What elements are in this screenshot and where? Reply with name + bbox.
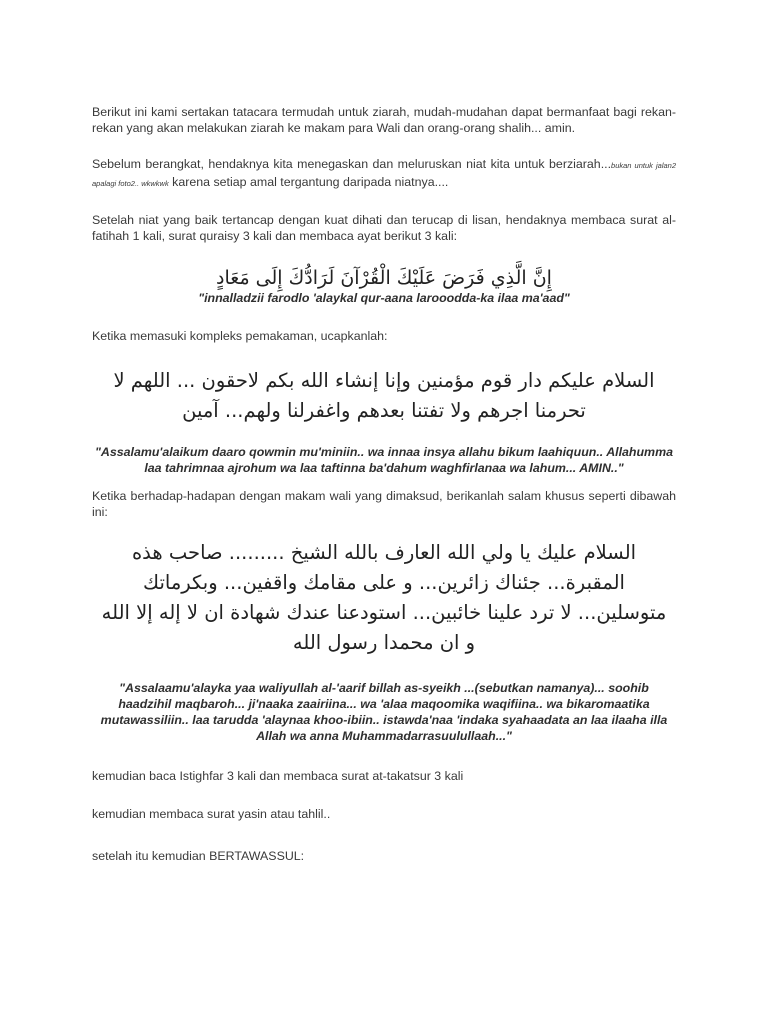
facing-transliteration: "Assalaamu'alayka yaa waliyullah al-'aarif billah as-syeikh ...(sebutkan namanya)... soohib haadzihil maqbaroh... ji'naaka zaairiina... wa 'alaa maqoomika waqifiina.. wa bikaromaatika mutawassiliin.. laa tarudda 'alaynaa khoo-ibiin.. istawda'naa 'indaka syahaadata an laa ilaaha illa Allah wa anna Muhammadarrasuulullaah..." [100, 681, 668, 743]
entering-instruction: Ketika memasuki kompleks pemakaman, ucapkanlah: [92, 329, 388, 343]
intention-text: Sebelum berangkat, hendaknya kita menegaskan dan meluruskan niat kita untuk berziarah... [92, 157, 612, 171]
recitation-paragraph: Setelah niat yang baik tertancap dengan kuat dihati dan terucap di lisan, hendaknya membaca surat al-fatihah 1 kali, surat quraisy 3 kali dan membaca ayat berikut 3 kali: [92, 213, 676, 243]
istighfar-line: kemudian baca Istighfar 3 kali dan membaca surat at-takatsur 3 kali [92, 769, 464, 783]
facing-instruction: Ketika berhadap-hadapan dengan makam wali yang dimaksud, berikanlah salam khusus seperti dibawah ini: [92, 489, 676, 519]
intention-text-end: karena setiap amal tergantung daripada niatnya.... [168, 175, 449, 189]
entering-arabic: السلام عليكم دار قوم مؤمنين وإنا إنشاء الله بكم لاحقون ... اللهم لا تحرمنا اجرهم ولا تفتنا بعدهم واغفرلنا ولهم... آمين [113, 369, 655, 422]
intention-aside: bukan untuk jalan2 apalagi foto2.. wkwkwk [92, 161, 677, 188]
intention-paragraph [92, 156, 676, 192]
entering-transliteration: "Assalamu'alaikum daaro qowmin mu'miniin.. wa innaa insya allahu bikum laahiquun.. Allahumma laa tahrimnaa ajrohum wa laa taftinna ba'dahum waghfirlanaa wa lahum... AMIN.." [95, 445, 673, 475]
verse-arabic: إِنَّ الَّذِي فَرَضَ عَلَيْكَ الْقُرْآنَ لَرَادُّكَ إِلَى مَعَادٍ [216, 267, 552, 289]
verse-transliteration: "innalladzii farodlo 'alaykal qur-aana larooodda-ka ilaa ma'aad" [198, 291, 570, 305]
facing-arabic: السلام عليك يا ولي الله العارف بالله الشيخ ......... صاحب هذه المقبرة... جئناك زائرين... و على مقامك واقفين... وبكرماتك متوسلين... لا ترد علينا خائبين... استودعنا عندك شهادة ان لا إله إلا الله و ان محمدا رسول الله [101, 541, 667, 654]
intro-paragraph: Berikut ini kami sertakan tatacara termudah untuk ziarah, mudah-mudahan dapat bermanfaat bagi rekan-rekan yang akan melakukan ziarah ke makam para Wali dan orang-orang shalih... amin. [92, 105, 676, 135]
document-page [92, 104, 676, 864]
yasin-line: kemudian membaca surat yasin atau tahlil.. [92, 807, 331, 821]
tawassul-line: setelah itu kemudian BERTAWASSUL: [92, 849, 305, 863]
